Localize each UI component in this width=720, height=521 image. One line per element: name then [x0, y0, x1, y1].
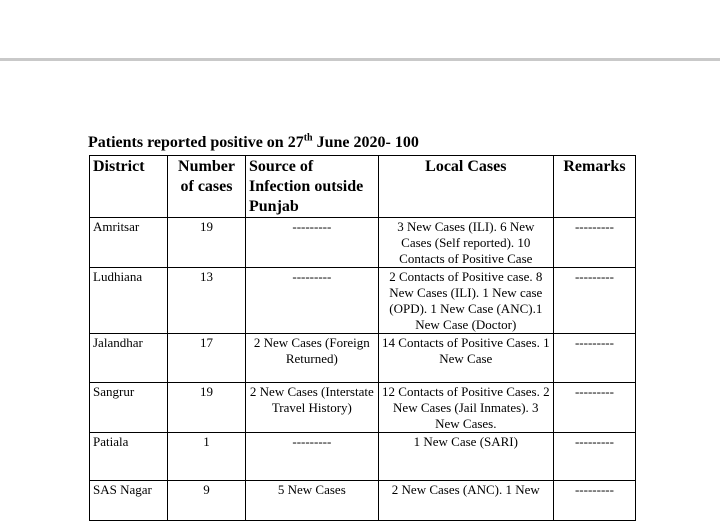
remarks-cell: ---------	[553, 268, 635, 334]
table-row	[90, 218, 636, 268]
page-title	[88, 134, 419, 152]
local-cases-cell: 2 Contacts of Positive case. 8 New Cases (ILI). 1 New case (OPD). 1 New Case (ANC).1 New Case (Doctor)	[378, 268, 553, 334]
table-header-row	[90, 156, 636, 218]
remarks-cell: ---------	[553, 481, 635, 521]
top-divider	[0, 58, 720, 61]
number-cell: 9	[168, 481, 246, 521]
local-cases-cell: 3 New Cases (ILI). 6 New Cases (Self reported). 10 Contacts of Positive Case	[378, 218, 553, 268]
local-cases-cell: 12 Contacts of Positive Cases. 2 New Cases (Jail Inmates). 3 New Cases.	[378, 383, 553, 433]
source-cell: ---------	[246, 433, 379, 481]
number-cell: 19	[168, 218, 246, 268]
header-number-of-cases: Number of cases	[168, 156, 246, 218]
remarks-cell: ---------	[553, 383, 635, 433]
header-district: District	[90, 156, 168, 218]
title-ordinal-suffix: th	[303, 132, 313, 144]
district-cell: Ludhiana	[90, 268, 168, 334]
number-cell: 13	[168, 268, 246, 334]
title-text: Patients reported positive on 27	[88, 134, 304, 151]
local-cases-cell: 1 New Case (SARI)	[378, 433, 553, 481]
source-cell: 2 New Cases (Foreign Returned)	[246, 334, 379, 383]
table-row	[90, 481, 636, 521]
header-local-cases: Local Cases	[378, 156, 553, 218]
district-cell: Patiala	[90, 433, 168, 481]
table-row	[90, 334, 636, 383]
header-source-of-infection: Source of Infection outside Punjab	[246, 156, 379, 218]
remarks-cell: ---------	[553, 334, 635, 383]
district-cell: Amritsar	[90, 218, 168, 268]
cases-table	[89, 155, 636, 521]
header-remarks: Remarks	[553, 156, 635, 218]
remarks-cell: ---------	[553, 433, 635, 481]
table-row	[90, 433, 636, 481]
local-cases-cell: 14 Contacts of Positive Cases. 1 New Case	[378, 334, 553, 383]
district-cell: SAS Nagar	[90, 481, 168, 521]
title-date-total: June 2020- 100	[312, 134, 419, 151]
source-cell: 5 New Cases	[246, 481, 379, 521]
source-cell: ---------	[246, 268, 379, 334]
district-cell: Jalandhar	[90, 334, 168, 383]
source-cell: 2 New Cases (Interstate Travel History)	[246, 383, 379, 433]
remarks-cell: ---------	[553, 218, 635, 268]
table-row	[90, 268, 636, 334]
number-cell: 19	[168, 383, 246, 433]
source-cell: ---------	[246, 218, 379, 268]
district-cell: Sangrur	[90, 383, 168, 433]
local-cases-cell: 2 New Cases (ANC). 1 New	[378, 481, 553, 521]
number-cell: 1	[168, 433, 246, 481]
table-row	[90, 383, 636, 433]
number-cell: 17	[168, 334, 246, 383]
